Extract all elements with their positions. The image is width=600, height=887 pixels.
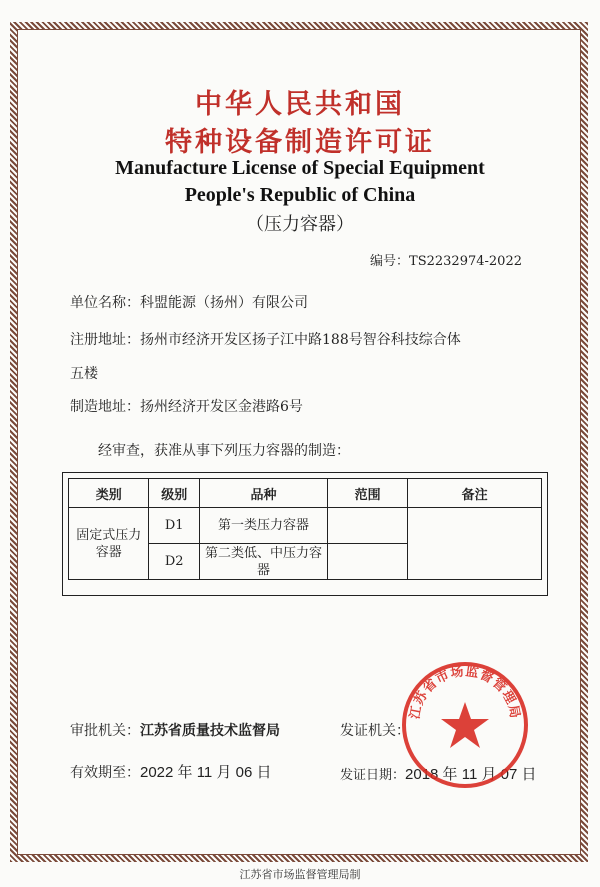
variety-cell: 第一类压力容器	[200, 508, 328, 544]
valid-until-label: 有效期至：	[70, 765, 140, 781]
header-level: 级别	[149, 479, 200, 508]
official-seal	[400, 660, 530, 790]
reg-address-label: 注册地址：	[70, 332, 140, 348]
header-scope: 范围	[328, 479, 408, 508]
header-variety: 品种	[200, 479, 328, 508]
unit-name-value: 科盟能源（扬州）有限公司	[140, 295, 308, 311]
table-header-row	[69, 479, 542, 508]
title-cn-line2: 特种设备制造许可证	[165, 127, 435, 158]
level-cell: D2	[149, 544, 200, 580]
title-en-line2: People's Republic of China	[184, 184, 416, 206]
valid-until-row	[70, 761, 271, 782]
valid-until-value: 2022 年 11 月 06 日	[140, 764, 272, 781]
approval-authority-label: 审批机关：	[70, 723, 140, 739]
scope-cell	[328, 508, 408, 544]
approval-authority-row	[70, 720, 280, 740]
mfg-address-label: 制造地址：	[70, 399, 140, 415]
reg-address-row	[70, 330, 540, 350]
approval-statement: 经审查，获准从事下列压力容器的制造：	[98, 443, 350, 459]
license-scope-table	[68, 478, 542, 580]
mfg-address-row	[70, 397, 303, 417]
cert-number-value: TS2232974-2022	[409, 254, 522, 269]
level-cell: D1	[149, 508, 200, 544]
subtitle: （压力容器）	[246, 214, 354, 235]
table-row	[69, 508, 542, 544]
header-category: 类别	[69, 479, 149, 508]
issue-date-label: 发证日期：	[340, 768, 406, 783]
variety-cell: 第二类低、中压力容器	[200, 544, 328, 580]
scope-cell	[328, 544, 408, 580]
unit-name-row	[70, 293, 308, 313]
mfg-address-value: 扬州经济开发区金港路6号	[140, 399, 303, 415]
remark-cell	[408, 508, 542, 580]
issuing-authority-label: 发证机关：	[340, 723, 410, 739]
title-en-line1: Manufacture License of Special Equipment	[115, 157, 485, 179]
seal-star-icon	[441, 702, 489, 748]
reg-address-cont: 五楼	[70, 366, 98, 382]
header-remark: 备注	[408, 479, 542, 508]
unit-name-label: 单位名称：	[70, 295, 140, 311]
cert-number-label: 编号：	[370, 254, 410, 269]
cert-number	[370, 250, 522, 269]
title-cn-line1: 中华人民共和国	[195, 89, 405, 120]
issue-date-value: 2018 年 11 月 07 日	[405, 766, 537, 783]
category-cell: 固定式压力容器	[69, 508, 149, 580]
approval-authority-value: 江苏省质量技术监督局	[140, 723, 280, 739]
footer-issuer: 江苏省市场监督管理局制	[239, 868, 361, 881]
reg-address-value: 扬州市经济开发区扬子江中路188号智谷科技综合体	[140, 332, 461, 348]
seal-text: 江苏省市场监督管理局	[407, 664, 523, 721]
